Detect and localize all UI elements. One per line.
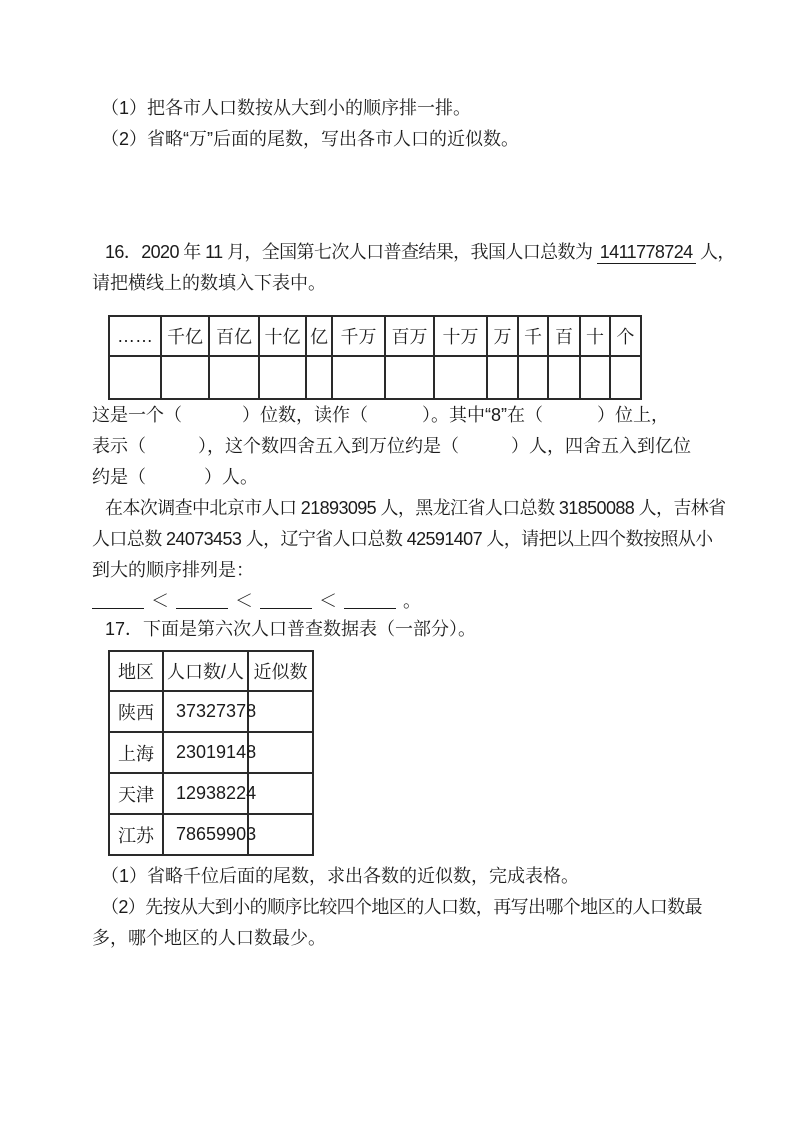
prev-subitem-2: （2）省略“万”后面的尾数，写出各市人口的近似数。: [101, 129, 519, 149]
pv-header-cell: 百万: [385, 316, 434, 356]
pv-answer-cell: [209, 356, 259, 399]
region-cell: 陕西: [109, 691, 163, 732]
census-header-population: 人口数/人: [163, 651, 248, 691]
pv-answer-cell: [610, 356, 641, 399]
approx-answer-cell: [248, 691, 313, 732]
q16-census-line-3: 到大的顺序排列是：: [92, 560, 254, 580]
less-than-sign: ＜: [235, 591, 253, 611]
pv-answer-cell: [306, 356, 332, 399]
place-value-table: [108, 315, 642, 400]
q16-fill-line-2: 表示（ ），这个数四舍五入到万位约是（ ）人，四舍五入到亿位: [92, 436, 691, 456]
question17-title-block: [92, 614, 476, 645]
q16-intro-after: 人，: [695, 242, 735, 262]
prev-subitem-1: （1）把各市人口数按从大到小的顺序排一排。: [101, 98, 472, 118]
q16-compare-line: [92, 586, 421, 617]
q17-subitem-2-line1: （2）先按从大到小的顺序比较四个地区的人口数，再写出哪个地区的人口数最: [101, 897, 703, 917]
table-row: [109, 732, 313, 773]
region-cell: 天津: [109, 773, 163, 814]
q16-fill-lines: [92, 400, 691, 493]
approx-answer-cell: [248, 773, 313, 814]
census-table-header-row: [109, 651, 313, 691]
answer-blank: [344, 594, 396, 609]
q16-intro-before: 16．2020 年 11 月，全国第七次人口普查结果，我国人口总数为: [105, 242, 597, 262]
approx-answer-cell: [248, 732, 313, 773]
pv-header-cell: 亿: [306, 316, 332, 356]
population-cell: 12938224: [163, 773, 248, 814]
pv-answer-cell: [332, 356, 385, 399]
q16-underlined-total: 1411778724: [597, 242, 696, 264]
pv-header-cell: 百: [548, 316, 580, 356]
table-row: [109, 691, 313, 732]
answer-gap: [368, 419, 422, 421]
approx-answer-cell: [248, 814, 313, 855]
census-header-approx: 近似数: [248, 651, 313, 691]
pv-header-cell: 千亿: [161, 316, 209, 356]
pv-answer-cell: [109, 356, 161, 399]
q16-census-paragraph: [92, 493, 726, 586]
answer-blank: [176, 594, 228, 609]
q16-fill-line-3: 约是（ ）人。: [92, 467, 258, 487]
answer-blank: [92, 594, 144, 609]
answer-gap: [146, 481, 204, 483]
place-value-header-row: [109, 316, 641, 356]
answer-gap: [182, 419, 242, 421]
region-cell: 上海: [109, 732, 163, 773]
pv-header-cell: 个: [610, 316, 641, 356]
pv-header-cell: ……: [109, 316, 161, 356]
census-header-region: 地区: [109, 651, 163, 691]
pv-header-cell: 十亿: [259, 316, 306, 356]
region-cell: 江苏: [109, 814, 163, 855]
pv-header-cell: 千万: [332, 316, 385, 356]
q17-title: 17．下面是第六次人口普查数据表（一部分）。: [105, 619, 477, 639]
sentence-period: 。: [403, 591, 421, 611]
table-row: [109, 814, 313, 855]
population-cell: 78659903: [163, 814, 248, 855]
pv-header-cell: 十: [580, 316, 610, 356]
less-than-sign: ＜: [319, 591, 337, 611]
q17-subitem-1: （1）省略千位后面的尾数，求出各数的近似数，完成表格。: [101, 866, 580, 886]
pv-answer-cell: [580, 356, 610, 399]
question16-intro: [92, 237, 735, 299]
pv-answer-cell: [434, 356, 487, 399]
prev-question-subitems: [92, 93, 519, 155]
q17-subitem-2-line2: 多，哪个地区的人口数最少。: [92, 928, 326, 948]
pv-header-cell: 万: [487, 316, 518, 356]
population-cell: 37327378: [163, 691, 248, 732]
q16-intro-line2: 请把横线上的数填入下表中。: [92, 273, 326, 293]
pv-answer-cell: [385, 356, 434, 399]
pv-answer-cell: [487, 356, 518, 399]
pv-header-cell: 百亿: [209, 316, 259, 356]
answer-gap: [543, 419, 597, 421]
q16-fill-line-1: 这是一个（ ）位数，读作（ ）。其中“8”在（ ）位上，: [92, 405, 669, 425]
population-cell: 23019148: [163, 732, 248, 773]
table-row: [109, 773, 313, 814]
place-value-answer-row: [109, 356, 641, 399]
census-data-table: [108, 650, 314, 856]
pv-header-cell: 十万: [434, 316, 487, 356]
answer-gap: [146, 450, 198, 452]
pv-header-cell: 千: [518, 316, 548, 356]
pv-answer-cell: [259, 356, 306, 399]
q16-intro-line1: [92, 237, 735, 268]
pv-answer-cell: [548, 356, 580, 399]
pv-answer-cell: [161, 356, 209, 399]
answer-gap: [459, 450, 511, 452]
less-than-sign: ＜: [151, 591, 169, 611]
q16-census-line-1: 在本次调查中北京市人口 21893095 人，黑龙江省人口总数 31850088 人，吉林省: [105, 498, 726, 518]
question17-subitems: [92, 861, 702, 954]
pv-answer-cell: [518, 356, 548, 399]
answer-blank: [260, 594, 312, 609]
q16-census-line-2: 人口总数 24073453 人，辽宁省人口总数 42591407 人，请把以上四个数按照从小: [92, 529, 713, 549]
